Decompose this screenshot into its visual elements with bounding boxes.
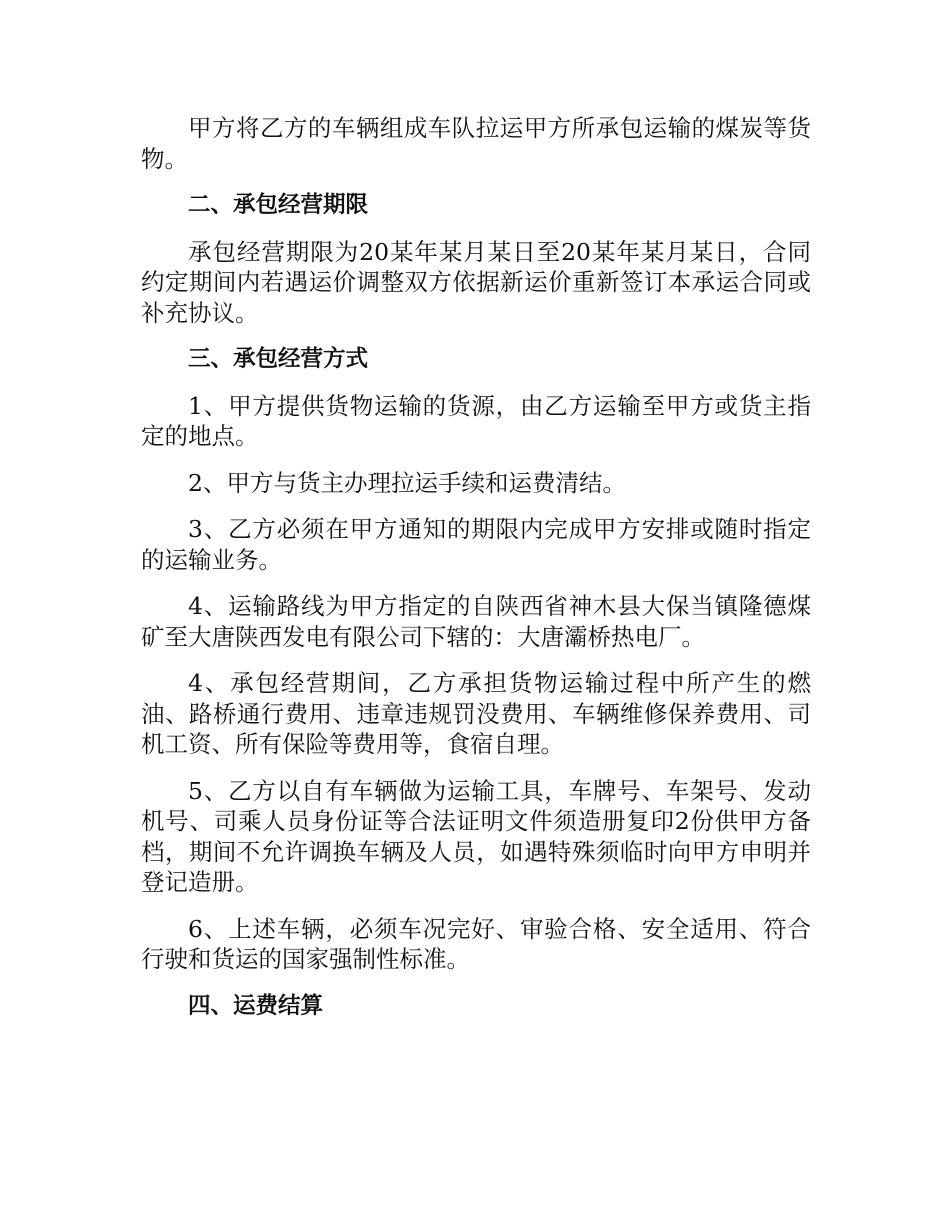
paragraph-method-1: 1、甲方提供货物运输的货源，由乙方运输至甲方或货主指定的地点。 (141, 391, 811, 450)
document-body (141, 113, 811, 1037)
paragraph-method-2: 2、甲方与货主办理拉运手续和运费清结。 (188, 468, 626, 497)
section-heading-settlement: 四、运费结算 (188, 992, 324, 1019)
paragraph-method-4-route: 4、运输路线为甲方指定的自陕西省神木县大保当镇隆德煤矿至大唐陕西发电有限公司下辖的：大唐灞桥热电厂。 (141, 592, 811, 651)
section-heading-term: 二、承包经营期限 (188, 192, 369, 218)
section-heading-method: 三、承包经营方式 (188, 346, 369, 372)
paragraph-method-6: 6、上述车辆，必须车况完好、审验合格、安全适用、符合行驶和货运的国家强制性标准。 (141, 914, 811, 973)
paragraph-term: 承包经营期限为20某年某月某日至20某年某月某日，合同约定期间内若遇运价调整双方依据新运价重新签订本承运合同或补充协议。 (141, 237, 811, 327)
paragraph-method-5: 5、乙方以自有车辆做为运输工具，车牌号、车架号、发动机号、司乘人员身份证等合法证明文件须造册复印2份供甲方备档，期间不允许调换车辆及人员，如遇特殊须临时向甲方申明并登记造册。 (141, 776, 811, 896)
paragraph-method-3: 3、乙方必须在甲方通知的期限内完成甲方安排或随时指定的运输业务。 (141, 515, 811, 574)
paragraph-method-4-costs: 4、承包经营期间，乙方承担货物运输过程中所产生的燃油、路桥通行费用、违章违规罚没费用、车辆维修保养费用、司机工资、所有保险等费用等，食宿自理。 (141, 669, 811, 758)
paragraph-cargo-scope: 甲方将乙方的车辆组成车队拉运甲方所承包运输的煤炭等货物。 (141, 114, 811, 173)
